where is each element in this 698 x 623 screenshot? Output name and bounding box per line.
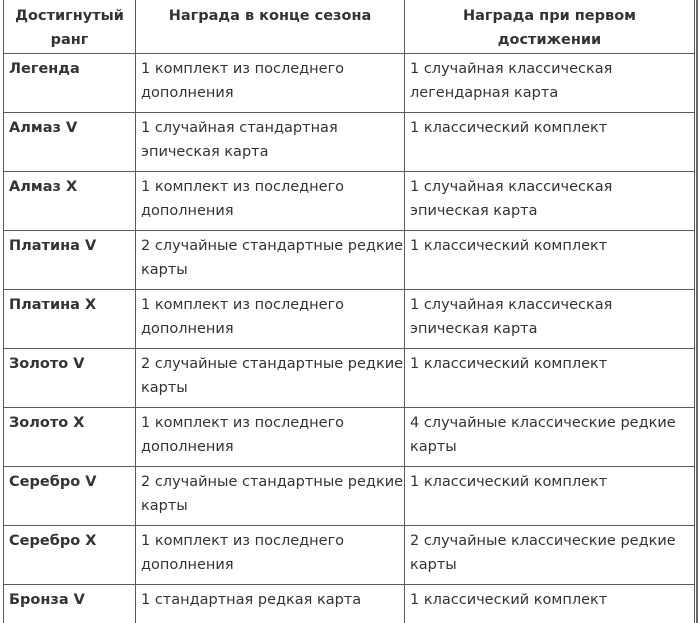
season-reward-cell: 1 комплект из последнего дополнения <box>136 54 405 113</box>
first-reward-cell: 1 классический комплект <box>405 113 695 172</box>
header-rank: Достигнутый ранг <box>4 0 136 54</box>
first-reward-cell: 1 классический комплект <box>405 467 695 526</box>
header-first-reward: Награда при первом достижении <box>405 0 695 54</box>
first-reward-cell: 1 классический комплект <box>405 349 695 408</box>
season-reward-cell: 1 комплект из последнего дополнения <box>136 172 405 231</box>
first-reward-cell: 1 случайная классическая эпическая карта <box>405 290 695 349</box>
first-reward-cell: 1 случайная классическая эпическая карта <box>405 172 695 231</box>
table-row <box>4 231 695 290</box>
table-header-row <box>4 0 695 54</box>
season-reward-cell: 1 комплект из последнего дополнения <box>136 290 405 349</box>
table-row <box>4 349 695 408</box>
table-row <box>4 113 695 172</box>
rank-cell: Серебро X <box>4 526 136 585</box>
rank-cell: Платина V <box>4 231 136 290</box>
header-season-reward: Награда в конце сезона <box>136 0 405 54</box>
season-reward-cell: 2 случайные стандартные редкие карты <box>136 349 405 408</box>
rank-cell: Алмаз X <box>4 172 136 231</box>
rank-cell: Платина X <box>4 290 136 349</box>
table-row <box>4 585 695 623</box>
rank-rewards-table <box>3 0 695 623</box>
season-reward-cell: 1 случайная стандартная эпическая карта <box>136 113 405 172</box>
table-row <box>4 290 695 349</box>
first-reward-cell: 1 случайная классическая легендарная карта <box>405 54 695 113</box>
rank-cell: Бронза V <box>4 585 136 623</box>
season-reward-cell: 2 случайные стандартные редкие карты <box>136 231 405 290</box>
rank-cell: Алмаз V <box>4 113 136 172</box>
table-row <box>4 467 695 526</box>
table-row <box>4 526 695 585</box>
table-row <box>4 172 695 231</box>
season-reward-cell: 1 комплект из последнего дополнения <box>136 526 405 585</box>
rank-cell: Серебро V <box>4 467 136 526</box>
season-reward-cell: 1 стандартная редкая карта <box>136 585 405 623</box>
first-reward-cell: 1 классический комплект <box>405 231 695 290</box>
rank-cell: Золото V <box>4 349 136 408</box>
first-reward-cell: 4 случайные классические редкие карты <box>405 408 695 467</box>
first-reward-cell: 2 случайные классические редкие карты <box>405 526 695 585</box>
first-reward-cell: 1 классический комплект <box>405 585 695 623</box>
season-reward-cell: 2 случайные стандартные редкие карты <box>136 467 405 526</box>
rank-cell: Легенда <box>4 54 136 113</box>
season-reward-cell: 1 комплект из последнего дополнения <box>136 408 405 467</box>
table-row <box>4 408 695 467</box>
rank-cell: Золото X <box>4 408 136 467</box>
table-row <box>4 54 695 113</box>
